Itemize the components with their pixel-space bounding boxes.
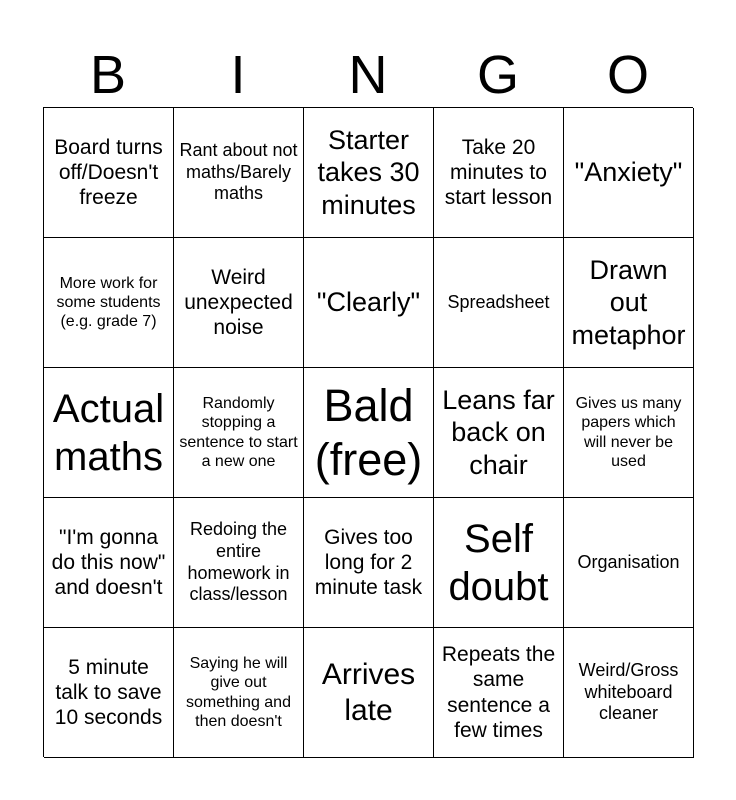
bingo-cell[interactable] (304, 498, 434, 628)
bingo-cell-text: Spreadsheet (447, 291, 550, 312)
bingo-cell-text: Drawn out metaphor (571, 254, 686, 350)
bingo-cell[interactable] (174, 628, 304, 758)
bingo-cell[interactable] (174, 368, 304, 498)
bingo-cell-text: "I'm gonna do this now" and doesn't (51, 525, 166, 600)
header-letter-o: O (606, 45, 649, 105)
bingo-cell[interactable] (304, 108, 434, 238)
bingo-cell[interactable] (174, 108, 304, 238)
bingo-cell-text: Actual maths (52, 386, 165, 479)
bingo-cell-free[interactable] (304, 368, 434, 498)
bingo-cell[interactable] (44, 368, 174, 498)
bingo-cell-text: Repeats the same sentence a few times (441, 643, 556, 742)
bingo-cell[interactable] (564, 498, 694, 628)
bingo-cell[interactable] (564, 108, 694, 238)
bingo-cell-text: Starter takes 30 minutes (317, 124, 420, 220)
bingo-cell[interactable] (564, 628, 694, 758)
bingo-cell[interactable] (304, 628, 434, 758)
bingo-cell-text: Randomly stopping a sentence to start a new one (179, 395, 298, 470)
bingo-cell[interactable] (174, 498, 304, 628)
header-letter-g: G (476, 45, 519, 105)
header-letter-i: I (230, 45, 246, 105)
bingo-cell-text: Rant about not maths/Barely maths (179, 140, 298, 204)
bingo-cell[interactable] (304, 238, 434, 368)
bingo-cell-text: Self doubt (448, 516, 549, 609)
header-letter-n: N (348, 45, 388, 105)
bingo-cell[interactable] (44, 628, 174, 758)
bingo-cell-text: Leans far back on chair (442, 384, 555, 480)
header-letter-b: B (89, 45, 127, 105)
bingo-cell-text: Redoing the entire homework in class/lesson (187, 519, 290, 605)
bingo-cell-text: Gives too long for 2 minute task (314, 525, 423, 600)
bingo-cell-text: More work for some students (e.g. grade 7) (56, 274, 161, 331)
bingo-cell-text: Take 20 minutes to start lesson (444, 135, 553, 210)
bingo-board (43, 107, 693, 757)
bingo-cell[interactable] (434, 368, 564, 498)
bingo-cell-text: 5 minute talk to save 10 seconds (54, 655, 163, 730)
bingo-header (43, 44, 693, 106)
bingo-cell[interactable] (434, 628, 564, 758)
bingo-cell[interactable] (564, 368, 694, 498)
bingo-cell-text: Bald (free) (314, 379, 423, 485)
bingo-cell[interactable] (44, 498, 174, 628)
bingo-cell-text: Board turns off/Doesn't freeze (54, 135, 163, 210)
bingo-cell-text: Weird/Gross whiteboard cleaner (578, 660, 679, 724)
bingo-cell-text: Saying he will give out something and then doesn't (186, 655, 291, 730)
bingo-cell[interactable] (44, 108, 174, 238)
bingo-cell[interactable] (434, 498, 564, 628)
bingo-cell[interactable] (44, 238, 174, 368)
bingo-cell[interactable] (564, 238, 694, 368)
bingo-cell-text: Weird unexpected noise (184, 265, 293, 340)
bingo-cell[interactable] (434, 108, 564, 238)
bingo-cell[interactable] (174, 238, 304, 368)
bingo-cell-text: Organisation (577, 551, 680, 572)
bingo-cell-text: Arrives late (321, 657, 416, 727)
bingo-cell-text: "Clearly" (316, 287, 421, 318)
bingo-cell-text: "Anxiety" (574, 157, 683, 188)
bingo-cell[interactable] (434, 238, 564, 368)
bingo-cell-text: Gives us many papers which will never be used (575, 395, 682, 470)
